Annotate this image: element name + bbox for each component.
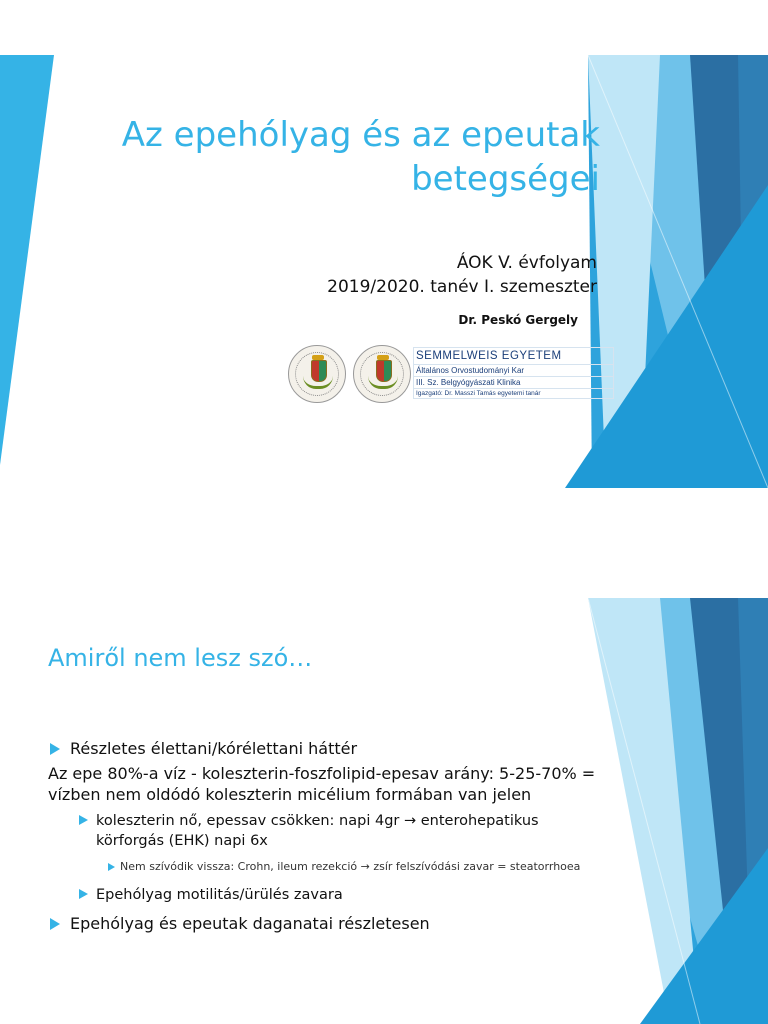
faculty-seal-icon [353, 345, 411, 403]
bullet-arrow-icon [79, 815, 88, 825]
author-name: Dr. Peskó Gergely [458, 313, 578, 327]
bullet-item [48, 738, 608, 759]
paragraph: Az epe 80%-a víz - koleszterin-foszfolipid-epesav arány: 5-25-70% = vízben nem oldódó koleszterin micélium formában van jelen [48, 764, 596, 804]
content-slide [0, 598, 768, 1024]
sub-bullet-item [48, 885, 608, 905]
bullet-arrow-icon [79, 889, 88, 899]
title-slide [0, 55, 768, 488]
sub-sub-bullet-text: Nem szívódik vissza: Crohn, ileum rezekció → zsír felszívódási zavar = steatorrhoea [120, 860, 581, 873]
clinic-name: III. Sz. Belgyógyászati Klinika [414, 376, 613, 388]
university-name: SEMMELWEIS EGYETEM [416, 350, 562, 362]
sub-bullet-text: koleszterin nő, epessav csökken: napi 4gr → enterohepatikus körforgás (EHK) napi 6x [96, 813, 539, 849]
bullet-text: Részletes élettani/kórélettani háttér [70, 739, 358, 758]
subtitle-semester: 2019/2020. tanév I. szemeszter [327, 277, 597, 297]
sub-bullet-text: Epehólyag motilitás/ürülés zavara [96, 887, 343, 903]
sub-bullet-item [48, 811, 608, 851]
director-name: Igazgató: Dr. Masszi Tamás egyetemi tanár [414, 388, 613, 398]
university-seal-icon [288, 345, 346, 403]
bullet-text: Epehólyag és epeutak daganatai részletesen [70, 914, 430, 933]
sub-sub-bullet-item [48, 859, 608, 875]
title-line-2: betegségei [411, 159, 600, 199]
bullet-arrow-icon [50, 918, 60, 930]
faculty-name: Általános Orvostudományi Kar [414, 364, 613, 376]
bullet-arrow-icon [108, 863, 115, 871]
university-info-box [413, 347, 614, 399]
title-line-1: Az epehólyag és az epeutak [121, 115, 600, 155]
slide2-title: Amiről nem lesz szó… [48, 644, 313, 672]
bullet-arrow-icon [50, 743, 60, 755]
slide2-body [48, 738, 608, 934]
bullet-item [48, 913, 608, 934]
slide1-title [40, 113, 600, 201]
subtitle-year: ÁOK V. évfolyam [456, 253, 597, 273]
